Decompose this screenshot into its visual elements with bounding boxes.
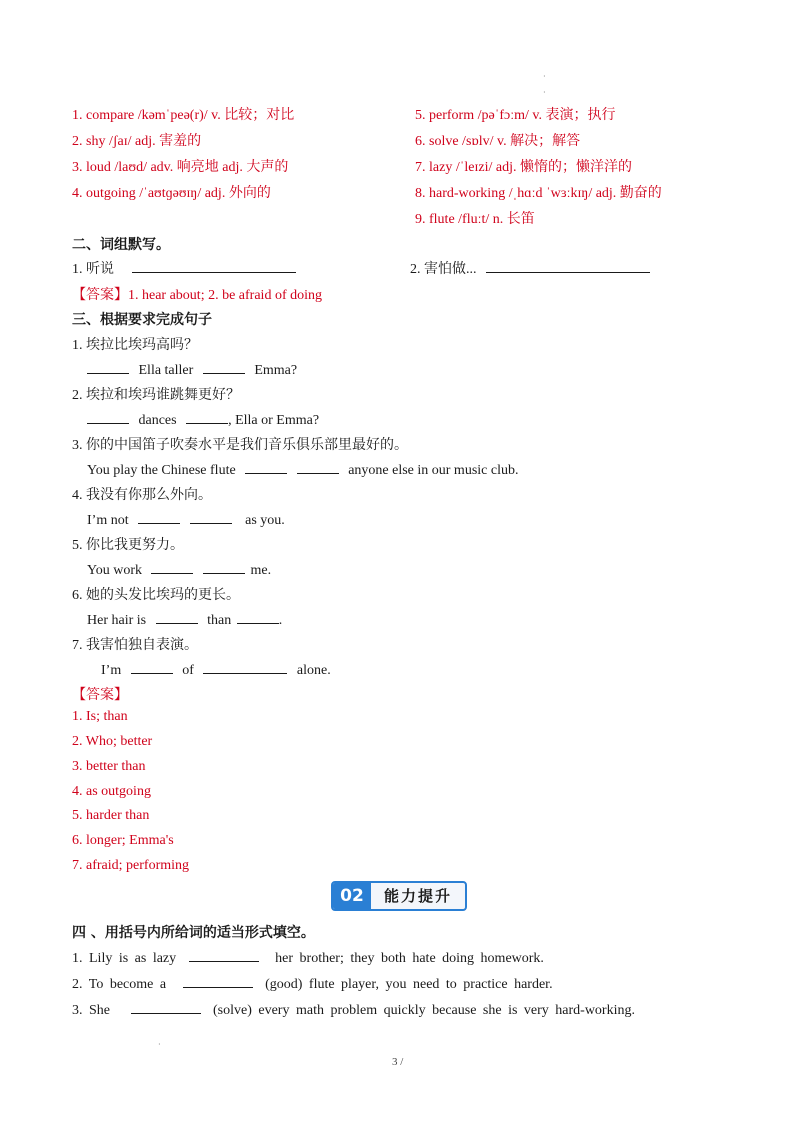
answer-item: 1. Is; than — [72, 709, 128, 724]
question-en — [87, 509, 285, 529]
question-text: her brother; they both hate doing homework. — [275, 951, 544, 966]
answer-item: 2. Who; better — [72, 734, 153, 749]
answer-blank[interactable] — [87, 359, 129, 374]
question-en — [87, 609, 282, 629]
answer-blank[interactable] — [237, 609, 279, 624]
question-en — [101, 659, 331, 679]
answer-blank[interactable] — [156, 609, 198, 624]
answer-blank[interactable] — [203, 559, 245, 574]
question-text: You work — [87, 563, 142, 578]
page-number: 3 / — [392, 1056, 404, 1068]
question-cn: 2. 埃拉和埃玛谁跳舞更好？ — [72, 388, 240, 403]
answer-item: 5. harder than — [72, 808, 150, 823]
question — [72, 999, 635, 1019]
section-title: 二、词组默写。 — [72, 237, 170, 253]
question-text: 2. To become a — [72, 977, 167, 992]
answer-blank[interactable] — [190, 509, 232, 524]
question-text: Ella taller — [138, 363, 194, 378]
question-text: (solve) every math problem quickly because she is very hard-working. — [213, 1003, 635, 1018]
question-cn: 5. 你比我更努力。 — [72, 538, 184, 553]
vocab-item: 9. flute /fluːt/ n. 长笛 — [415, 212, 535, 227]
question-en — [87, 359, 297, 379]
question-text: I’m not — [87, 513, 129, 528]
badge-number: 02 — [333, 883, 371, 909]
question-text: Emma? — [254, 363, 298, 378]
question-text: than — [207, 613, 232, 628]
answer-text: 【答案】1. hear about; 2. be afraid of doing — [72, 288, 322, 303]
vocab-item: 2. shy /ʃaɪ/ adj. 害羞的 — [72, 134, 202, 149]
question-cn: 4. 我没有你那么外向。 — [72, 488, 212, 503]
question-text: 3. She — [72, 1003, 110, 1018]
answer-blank[interactable] — [183, 973, 253, 988]
answer-blank[interactable] — [151, 559, 193, 574]
answer-blank[interactable] — [186, 409, 228, 424]
decorative-dot: · — [543, 72, 546, 81]
decorative-dot: · — [543, 88, 546, 97]
vocab-item: 7. lazy /ˈleɪzi/ adj. 懒惰的；懒洋洋的 — [415, 160, 632, 175]
question-cn: 3. 你的中国笛子吹奏水平是我们音乐俱乐部里最好的。 — [72, 438, 408, 453]
question-text: I’m — [101, 663, 122, 678]
question-text: (good) flute player, you need to practice harder. — [265, 977, 553, 992]
question — [72, 947, 544, 967]
answer-item: 4. as outgoing — [72, 784, 151, 799]
question-en — [87, 459, 518, 479]
vocab-item: 8. hard-working /ˌhɑːd ˈwɜːkɪŋ/ adj. 勤奋的 — [415, 186, 662, 201]
answer-blank[interactable] — [189, 947, 259, 962]
section-title: 三、根据要求完成句子 — [72, 312, 212, 328]
question — [410, 258, 650, 278]
vocab-item: 4. outgoing /ˈaʊtɡəʊɪŋ/ adj. 外向的 — [72, 186, 271, 201]
question-cn: 1. 埃拉比埃玛高吗？ — [72, 338, 198, 353]
question-cn: 6. 她的头发比埃玛的更长。 — [72, 588, 240, 603]
answer-blank[interactable] — [203, 359, 245, 374]
answer-blank[interactable] — [131, 659, 173, 674]
answer-item: 7. afraid; performing — [72, 858, 190, 873]
question-text: Her hair is — [87, 613, 147, 628]
question-text: 2. 害怕做... — [410, 262, 477, 277]
answer-label: 【答案】 — [72, 688, 128, 703]
answer-blank[interactable] — [87, 409, 129, 424]
question-text: alone. — [296, 663, 331, 678]
question-text: dances — [138, 413, 177, 428]
question-text: You play the Chinese flute — [87, 463, 236, 478]
vocab-item: 1. compare /kəmˈpeə(r)/ v. 比较；对比 — [72, 108, 295, 123]
answer-blank[interactable] — [297, 459, 339, 474]
question-text: . — [278, 613, 283, 628]
answer-item: 6. longer; Emma's — [72, 833, 174, 848]
badge-title: 能力提升 — [383, 887, 452, 905]
answer-blank[interactable] — [203, 659, 287, 674]
question-text: of — [182, 663, 194, 678]
answer-blank[interactable] — [131, 999, 201, 1014]
answer-blank[interactable] — [486, 258, 650, 273]
section-badge — [331, 881, 467, 911]
question-text: 1. 听说 — [72, 262, 114, 277]
vocab-item: 3. loud /laʊd/ adv. 响亮地 adj. 大声的 — [72, 160, 289, 175]
vocab-item: 6. solve /sɒlv/ v. 解决；解答 — [415, 134, 581, 149]
decorative-dot: · — [158, 1040, 161, 1049]
question — [72, 973, 553, 993]
answer-blank[interactable] — [132, 258, 296, 273]
question-text: 1. Lily is as lazy — [72, 951, 177, 966]
question-text: me. — [250, 563, 272, 578]
answer-blank[interactable] — [245, 459, 287, 474]
question-en — [87, 559, 271, 579]
question-cn: 7. 我害怕独自表演。 — [72, 638, 198, 653]
question — [72, 258, 296, 278]
vocab-item: 5. perform /pəˈfɔːm/ v. 表演；执行 — [415, 108, 616, 123]
question-en — [87, 409, 319, 429]
section-title: 四 、用括号内所给词的适当形式填空。 — [72, 925, 315, 941]
question-text: , Ella or Emma? — [228, 413, 320, 428]
answer-item: 3. better than — [72, 759, 146, 774]
answer-blank[interactable] — [138, 509, 180, 524]
question-text: anyone else in our music club. — [348, 463, 519, 478]
question-text: as you. — [245, 513, 285, 528]
